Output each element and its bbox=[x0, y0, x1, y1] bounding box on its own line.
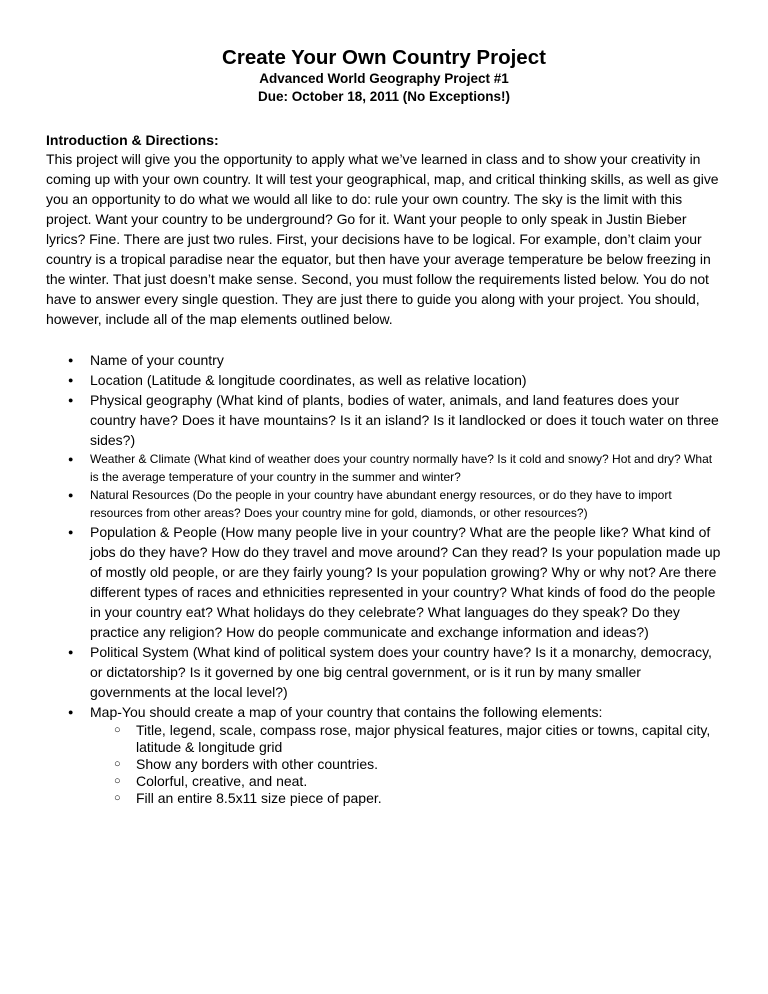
list-item: ● Location (Latitude & longitude coordinates, as well as relative location) bbox=[46, 370, 722, 390]
map-item-label: Map-You should create a map of your country that contains the following elements: bbox=[90, 704, 603, 720]
list-item: ● Physical geography (What kind of plants, bodies of water, animals, and land features does your country have? Does it have mountains? Is it an island? Is it landlocked or does it touch water on three sides?) bbox=[46, 390, 722, 450]
map-elements-list bbox=[90, 722, 722, 807]
document-subtitle: Advanced World Geography Project #1 bbox=[259, 71, 509, 86]
document-title: Create Your Own Country Project bbox=[222, 46, 546, 69]
list-item: ● Natural Resources (Do the people in your country have abundant energy resources, or do they have to import resources from other areas? Does your country mine for gold, diamonds, or other resources?) bbox=[46, 486, 722, 522]
sub-list-item: ○ Show any borders with other countries. bbox=[90, 756, 722, 773]
requirements-list bbox=[46, 350, 722, 807]
intro-paragraph: This project will give you the opportunity to apply what we’ve learned in class and to show your creativity in coming up with your own country. It will test your geographical, map, and critical thinking skills, as well as give you an opportunity to do what we would all like to do: rule your own country. The sky is the limit with this project. Want your country to be underground? Go for it. Want your people to only speak in Justin Bieber lyrics? Fine. There are just two rules. First, your decisions have to be logical. For example, don’t claim your country is a tropical paradise near the equator, but then have your average temperature be below freezing in the winter. That just doesn’t make sense. Second, you must follow the requirements listed below. You do not have to answer every single question. They are just there to guide you along with your project. You should, however, include all of the map elements outlined below. bbox=[46, 151, 719, 327]
list-item: ● Weather & Climate (What kind of weather does your country normally have? Is it cold and snowy? Hot and dry? What is the average temperature of your country in the summer and winter? bbox=[46, 450, 722, 486]
sub-list-item: ○ Title, legend, scale, compass rose, major physical features, major cities or towns, capital city, latitude & longitude grid bbox=[90, 722, 722, 756]
intro-heading: Introduction & Directions: bbox=[46, 132, 219, 148]
sub-list-item: ○ Fill an entire 8.5x11 size piece of paper. bbox=[90, 790, 722, 807]
due-date: Due: October 18, 2011 (No Exceptions!) bbox=[257, 89, 511, 104]
list-item: ● Population & People (How many people live in your country? What are the people like? What kind of jobs do they have? How do they travel and move around? Can they read? Is your population made up of mostly old people, or are they fairly young? Is your population growing? Why or why not? Are there different types of races and ethnicities represented in your country? What kinds of food do the people in your country eat? What holidays do they celebrate? What languages do they speak? Do they practice any religion? How do people communicate and exchange information and ideas?) bbox=[46, 522, 722, 642]
list-item-map bbox=[46, 702, 722, 807]
sub-list-item: ○ Colorful, creative, and neat. bbox=[90, 773, 722, 790]
list-item: ● Political System (What kind of political system does your country have? Is it a monarchy, democracy, or dictatorship? Is it governed by one big central government, or is it run by many smaller governments at the local level?) bbox=[46, 642, 722, 702]
list-item: ● Name of your country bbox=[46, 350, 722, 370]
